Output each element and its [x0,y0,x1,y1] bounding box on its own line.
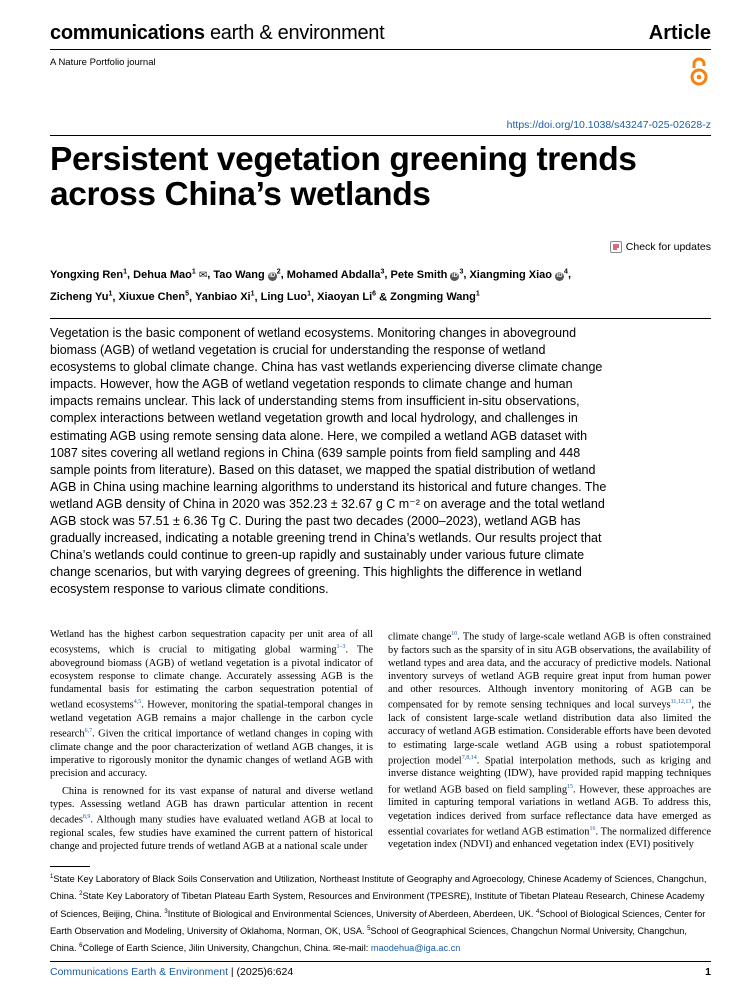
author[interactable]: Yongxing Ren$^1$ [50,268,128,281]
citation-ref[interactable]: 8,9 [82,814,91,821]
affiliations-rule [50,866,90,867]
citation-ref[interactable]: 10 [451,631,458,637]
author-list: Yongxing Ren$^1$, Dehua Mao$^1$ ✉, Tao Wang $iD^2$, Mohamed Abdalla$^3$, Pete Smith $iD^3$, Xiangming Xiao $iD^4$, Zicheng Yu$^1$, Xiuxue Chen$^5$, Yanbiao Xi$^1$, Ling Luo$^1$, Xiaoyan Li$^6$ & Zongming Wang$^1$ [50,262,715,307]
body-paragraph: Wetland has the highest carbon sequestration capacity per unit area of all ecosystems, which is crucial to mitigating global warming$^{1-3}$. The aboveground biomass (AGB) of wetland vegetation is a pivotal indicator of ecosystem response to climate change. Accurately assessing AGB is the fundamental basis for estimating the carbon sequestration potential of wetland ecosystems$^{4,5}$. However, monitoring the spatial-temporal changes in wetland vegetation AGB remains a major challenge in the carbon cycle research$^{6,7}$. Given the critical importance of wetland changes in coping with climate change and the poor characterization of wetland AGB changes, it is imperative to rigorously monitor the dynamic changes of wetland AGB with precision and accuracy. [50,629,373,780]
check-updates-icon [610,241,622,253]
open-access-icon [689,56,709,88]
abstract: Vegetation is the basic component of wetland ecosystems. Monitoring changes in aboveground biomass (AGB) of wetland vegetation is crucial for understanding the response of wetland ecosystems to global climate change. China has vast wetlands experiencing diverse climate change impacts. However, how the AGB of wetland vegetation responds to climate change and human impacts remains unclear. This lack of understanding stems from insufficient in-situ observations, complex interactions between wetland vegetation growth and local hydrology, and challenges in estimating AGB using remote sensing data alone. Here, we compiled a wetland AGB dataset with 1087 sites covering all wetland regions in China (639 sample points from field sampling and 448 sample points from literature). Based on this dataset, we mapped the spatial distribution of wetland AGB in China using machine learning algorithms to understand its historical and future changes. The wetland AGB density of China in 2020 was 352.23 ± 32.67 g C m⁻² on average and the total wetland AGB stock was 57.51 ± 6.36 Tg C. During the past two decades (2000–2023), wetland AGB has gradually increased, indicating a notable greening trend in China’s wetlands. Our results project that China’s wetlands could continue to green-up rapidly and sustainably under various future climate change scenarios, but with varying degrees of greening. This highlights the difference in wetland ecosystem response to various climate conditions. [50,326,607,597]
body-paragraph: climate change$^{10}$. The study of large-scale wetland AGB is often constrained by factors such as the sparsity of in situ AGB observations, the availability of wetland types and area data, and the accuracy of predictive models. National inventory surveys of wetland AGB require great input from human power and other resources. Although inventory monitoring of AGB can be compensated for by remote sensing techniques and local surveys$^{11,12,13}$, the lack of consistent large-scale wetland distribution data also limited the accuracy of wetland AGB estimation. Considerable efforts have been devoted to estimating large-scale wetland AGB using a robust spatiotemporal projection model$^{7,8,14}$. Spatial interpolation methods, such as kriging and inverse distance weighting (IDW), have provided rapid mapping techniques for wetland AGB based on field sampling$^{15}$. However, these approaches are limited in capturing temporal variations in wetland AGB. To address this, vegetation indices derived from surface reflectance data have emerged as essential covariates for wetland AGB estimation$^{16}$. The normalized difference vegetation index (NDVI) and enhanced vegetation index (EVI) positively [388,631,712,851]
title-line-2: across China’s wetlands [50,176,431,213]
article-type: Article [648,22,711,44]
page-number: 1 [705,966,711,978]
article-title [50,142,700,212]
affiliations: $^1$State Key Laboratory of Black Soils Conservation and Utilization, Northeast Institute of Geography and Agroecology, Chinese Academy of Sciences, Changchun, China. $^2$State Key Laboratory of Tibetan Plateau Earth System, Resources and Environment (TPESRE), Institute of Tibetan Plateau Research, Chinese Academy of Sciences, Beijing, China. $^3$Institute of Biological and Environmental Sciences, University of Aberdeen, Aberdeen, UK. $^4$School of Biological Sciences, Center for Earth Observation and Modeling, University of Oklahoma, Norman, OK, USA. $^5$School of Geographical Sciences, Changchun Normal University, Changchun, China. $^6$College of Earth Science, Jilin University, Changchun, China. ✉e-mail: maodehua@iga.ac.cn [50,874,707,954]
citation-ref[interactable]: 1–3 [336,644,346,651]
journal-name-rest: earth & environment [204,22,385,44]
check-updates-label: Check for updates [625,241,711,253]
email-label: e-mail: [340,943,371,954]
citation-ref[interactable]: 4,5 [133,699,142,706]
author[interactable]: Dehua Mao$^1$ [133,268,196,281]
author[interactable]: Ling Luo$^1$ [260,290,311,304]
body-column-right [388,628,711,852]
check-updates-button[interactable] [610,241,711,253]
body-column-left [50,628,373,853]
citation-ref[interactable]: 11,12,13 [670,699,692,706]
body-paragraph: China is renowned for its vast expanse of natural and diverse wetland types. Assessing wetland AGB has drawn particular attention in recent decades$^{8,9}$. Although many studies have evaluated wetland AGB at local to regional scales, few studies have examined the current pattern of historical change and projected future trends of wetland AGB at a national scale under [50,785,373,852]
title-line-1: Persistent vegetation greening trends [50,141,637,178]
citation-ref[interactable]: 15 [567,783,574,790]
email-link[interactable]: maodehua@iga.ac.cn [370,943,461,954]
portfolio-label: A Nature Portfolio journal [50,57,156,68]
author[interactable]: Tao Wang $iD^2$ [213,268,281,281]
author[interactable]: Xiuxue Chen$^5$ [118,290,190,304]
author[interactable]: Zongming Wang$^1$ [390,290,480,304]
author[interactable]: Mohamed Abdalla$^3$ [286,268,385,281]
orcid-icon[interactable]: iD [451,272,458,279]
doi-link[interactable]: https://doi.org/10.1038/s43247-025-02628-z [506,119,711,131]
email-icon[interactable]: ✉ [198,269,208,281]
author[interactable]: Xiangming Xiao $iD^4$ [469,268,568,281]
author[interactable]: Yanbiao Xi$^1$ [194,290,255,304]
email-icon: ✉ [333,943,341,954]
footer-journal[interactable]: Communications Earth & Environment [50,966,228,978]
footer-rule [50,961,711,962]
journal-name-bold: communications [50,22,205,44]
orcid-icon[interactable]: iD [556,272,563,279]
journal-name [50,22,384,45]
abstract-rule [50,318,711,319]
orcid-icon[interactable]: iD [269,272,276,279]
citation-ref[interactable]: 16 [589,825,596,832]
footer-volume: | (2025)6:624 [228,966,294,978]
citation-ref[interactable]: 7,8,14 [461,754,477,761]
title-rule [50,135,711,136]
header-rule [50,49,711,50]
author[interactable]: Xiaoyan Li$^6$ [317,290,377,304]
author[interactable]: Pete Smith $iD^3$ [390,268,464,281]
citation-ref[interactable]: 6,7 [84,728,93,735]
footer-citation [50,966,293,978]
author[interactable]: Zicheng Yu$^1$ [50,290,113,304]
